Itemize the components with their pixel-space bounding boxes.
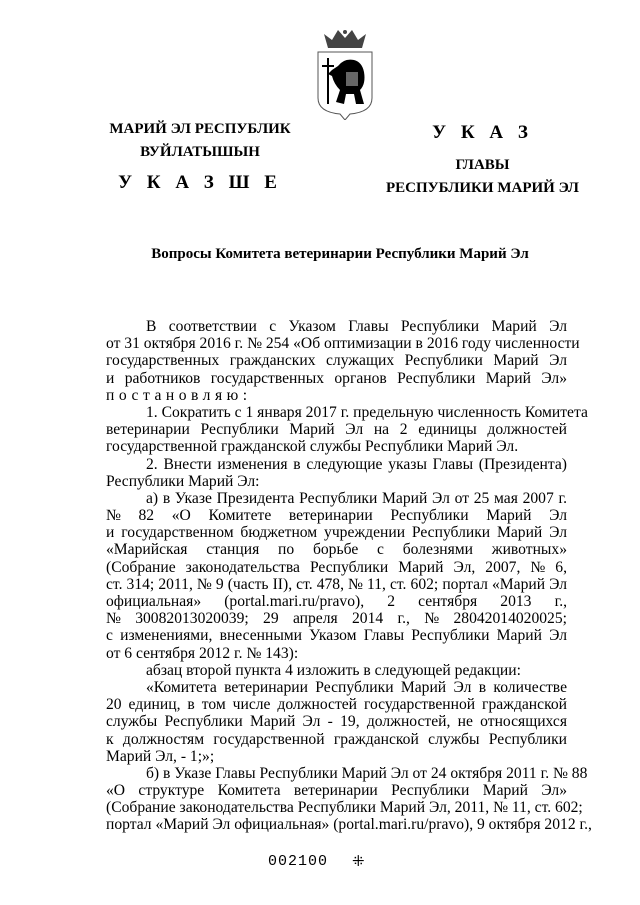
header-right-line3: РЕСПУБЛИКИ МАРИЙ ЭЛ — [385, 180, 579, 196]
body-line: от 6 сентября 2012 г. № 143): — [106, 644, 299, 662]
body-line: 2. Внести изменения в следующие указы Главы (Президента) — [146, 455, 567, 473]
body-line: № 30082013020039; 29 апреля 2014 г., № 28042014020025; — [106, 610, 567, 628]
body-line: к должностям государственной гражданской службы Республики — [106, 730, 567, 748]
header-right-line1: У К А З — [432, 122, 533, 143]
body-line: а) в Указе Президента Республики Марий Эл от 25 мая 2007 г. — [146, 489, 567, 507]
header-left-line2: ВУЙЛАТЫШЫН — [140, 144, 260, 160]
body-line: б) в Указе Главы Республики Марий Эл от 24 октября 2011 г. № 88 — [146, 764, 588, 782]
body-line: службы Республики Марий Эл - 19, должностей, не относящихся — [106, 713, 567, 731]
header-left-line3: У К А З Ш Е — [118, 172, 282, 193]
body-line: и государственном бюджетном учреждении Республики Марий Эл — [106, 524, 567, 542]
body-line: государственных гражданских служащих Республики Марий Эл — [106, 352, 567, 370]
body-line: портал «Марий Эл официальная» (portal.mari.ru/pravo), 9 октября 2012 г., — [106, 816, 592, 834]
document-body — [106, 318, 592, 834]
body-line: 20 единиц, в том числе должностей государственной гражданской — [106, 696, 567, 714]
serial-number: 002100 — [268, 853, 329, 870]
body-line: государственной гражданской службы Республики Марий Эл. — [106, 438, 519, 456]
body-line: 1. Сократить с 1 января 2017 г. предельную численность Комитета — [146, 403, 588, 421]
body-line: постановляю: — [106, 386, 252, 404]
ornament-mark-icon: ⁜ — [352, 854, 365, 870]
header-russian — [370, 118, 595, 200]
body-line: и работников государственных органов Республики Марий Эл» — [106, 369, 567, 387]
coat-of-arms-emblem — [314, 28, 376, 120]
body-line: «О структуре Комитета ветеринарии Республики Марий Эл» — [106, 782, 567, 800]
body-line: от 31 октября 2016 г. № 254 «Об оптимизации в 2016 году численности — [106, 335, 580, 353]
body-line: Марий Эл, - 1;»; — [106, 747, 215, 765]
crown-icon — [324, 30, 366, 48]
body-line: (Собрание законодательства Республики Марий Эл, 2011, № 11, ст. 602; — [106, 799, 583, 817]
body-line: № 82 «О Комитете ветеринарии Республики Марий Эл — [106, 507, 567, 525]
body-line: (Собрание законодательства Республики Марий Эл, 2007, № 6, — [106, 558, 567, 576]
body-line: ветеринарии Республики Марий Эл на 2 единицы должностей — [106, 421, 567, 439]
body-line: ст. 314; 2011, № 9 (часть II), ст. 478, № 11, ст. 602; портал «Марий Эл — [106, 575, 567, 593]
body-line: «Комитета ветеринарии Республики Марий Эл в количестве — [146, 678, 567, 696]
body-line: В соответствии с Указом Главы Республики Марий Эл — [146, 318, 567, 335]
header-right-line2: ГЛАВЫ — [455, 157, 510, 173]
body-line: Республики Марий Эл: — [106, 472, 260, 490]
document-title: Вопросы Комитета ветеринарии Республики Марий Эл — [151, 246, 529, 262]
body-line: официальная» (portal.mari.ru/pravo), 2 сентября 2013 г., — [106, 593, 567, 610]
header-left-line1: МАРИЙ ЭЛ РЕСПУБЛИК — [109, 121, 291, 137]
body-line: с изменениями, внесенными Указом Главы Республики Марий Эл — [106, 627, 567, 645]
header-mari — [100, 118, 300, 198]
shield-small-icon — [346, 72, 358, 86]
body-line: «Марийская станция по борьбе с болезнями животных» — [106, 541, 567, 559]
body-line: абзац второй пункта 4 изложить в следующей редакции: — [146, 661, 521, 679]
